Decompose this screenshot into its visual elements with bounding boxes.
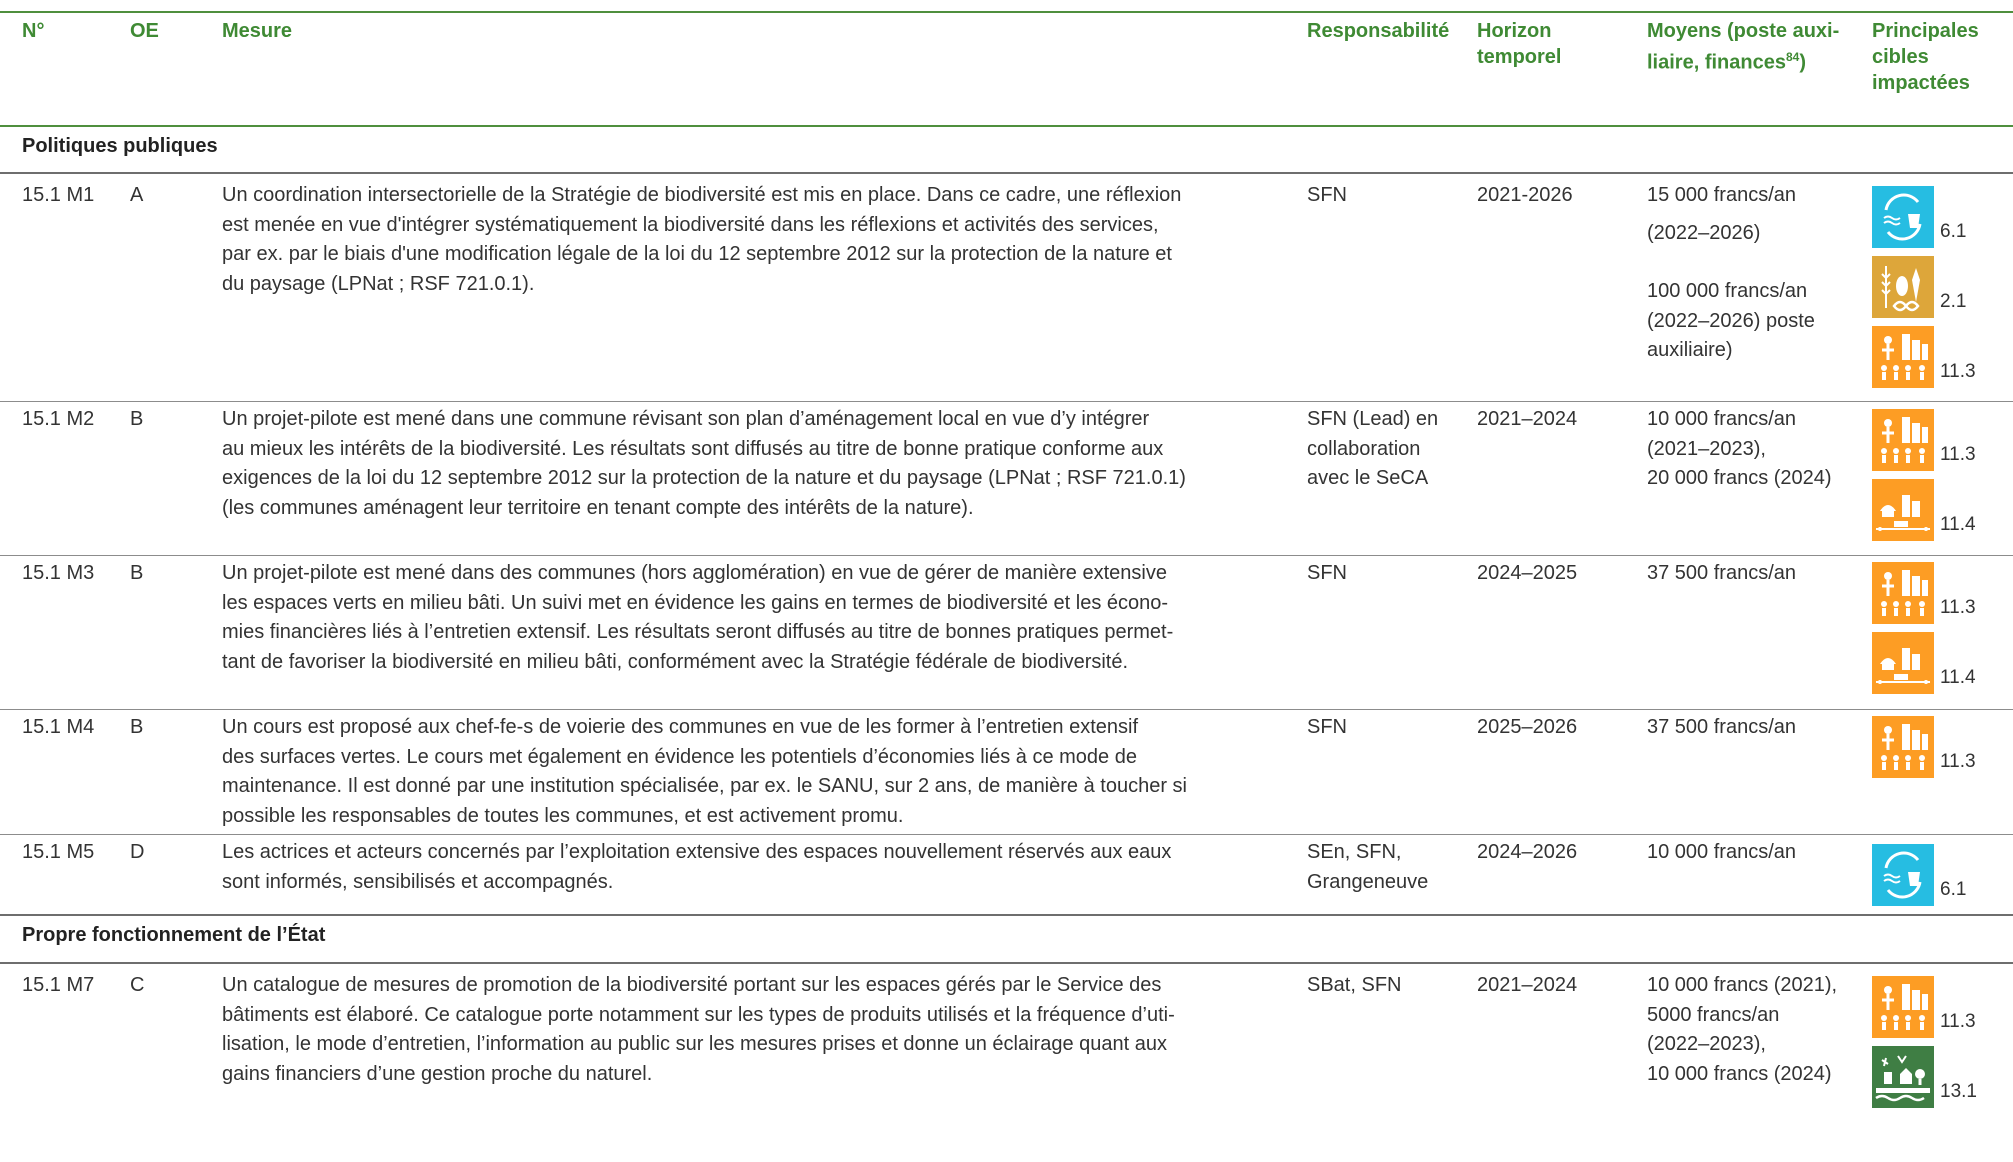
moyens-line: (2022–2026) poste bbox=[1647, 309, 1815, 332]
mesure-line: Un projet-pilote est mené dans une commune révisant son plan d’aménagement local en vue d’y intégrer bbox=[222, 408, 1150, 430]
cell-oe: B bbox=[130, 408, 144, 430]
sdg-target bbox=[1872, 844, 1967, 906]
mesure-line: sont informés, sensibilisés et accompagnés. bbox=[222, 870, 614, 893]
responsabilite-line: SFN bbox=[1307, 562, 1347, 584]
moyens-line: auxiliaire) bbox=[1647, 339, 1733, 361]
sdg-target bbox=[1872, 479, 1976, 541]
mesure-line: tant de favoriser la biodiversité en milieu bâti, conformément avec la Stratégie fédérale de biodiversité. bbox=[222, 650, 1129, 673]
header-no: N° bbox=[22, 20, 45, 42]
sdg-target-label: 11.4 bbox=[1940, 514, 1976, 535]
mesure-line: est menée en vue d'intégrer systématiquement la biodiversité dans les réflexions et activités des services, bbox=[222, 213, 1159, 236]
mesure-line: des surfaces vertes. Le cours met également en évidence les potentiels d’économies liés à ce mode de bbox=[222, 745, 1137, 768]
section-rule bbox=[0, 914, 2013, 916]
sdg13-climate-icon bbox=[1872, 1046, 1934, 1108]
responsabilite-line: SFN bbox=[1307, 716, 1347, 738]
sdg-target-label: 6.1 bbox=[1940, 221, 1967, 242]
moyens-line: (2021–2023), bbox=[1647, 437, 1766, 460]
cell-oe: D bbox=[130, 841, 145, 863]
sdg-target-label: 11.3 bbox=[1940, 751, 1976, 772]
row-rule bbox=[0, 834, 2013, 835]
cell-moyens bbox=[1647, 838, 1796, 868]
moyens-line: 10 000 francs/an bbox=[1647, 841, 1796, 863]
sdg11-city-icon bbox=[1872, 976, 1934, 1038]
sdg11-heritage-icon bbox=[1872, 632, 1934, 694]
responsabilite-line: SFN bbox=[1307, 184, 1347, 206]
sdg2-food-icon bbox=[1872, 256, 1934, 318]
moyens-line: 10 000 francs (2024) bbox=[1647, 1062, 1832, 1085]
cell-cibles bbox=[1872, 844, 1967, 914]
mesure-line: maintenance. Il est donné par une institution spécialisée, par ex. le SANU, sur 2 ans, de manière à toucher si bbox=[222, 775, 1187, 797]
row-rule bbox=[0, 401, 2013, 402]
mesure-line: Un catalogue de mesures de promotion de la biodiversité portant sur les espaces gérés par le Service des bbox=[222, 974, 1162, 996]
cell-no: 15.1 M2 bbox=[22, 408, 95, 430]
header-moyens-line1: Moyens (poste auxi- bbox=[1647, 20, 1840, 42]
cell-horizon: 2024–2026 bbox=[1477, 841, 1578, 863]
responsabilite-line: collaboration bbox=[1307, 437, 1421, 460]
mesure-line: les espaces verts en milieu bâti. Un suivi met en évidence les gains en termes de biodiversité et les écono- bbox=[222, 591, 1169, 614]
sdg-target-label: 6.1 bbox=[1940, 879, 1967, 900]
sdg-target bbox=[1872, 409, 1976, 471]
row-rule bbox=[0, 709, 2013, 710]
cell-no: 15.1 M5 bbox=[22, 841, 95, 863]
moyens-line: 37 500 francs/an bbox=[1647, 716, 1796, 738]
section-rule bbox=[0, 172, 2013, 174]
header-moyens bbox=[1647, 18, 1839, 76]
moyens-line: 100 000 francs/an bbox=[1647, 280, 1808, 302]
responsabilite-line: SEn, SFN, bbox=[1307, 841, 1402, 863]
footnote-ref: 84 bbox=[1785, 50, 1800, 64]
header-cibles-line2: cibles bbox=[1872, 46, 1929, 68]
sdg-target-label: 11.3 bbox=[1940, 361, 1976, 382]
mesure-line: Un projet-pilote est mené dans des communes (hors agglomération) en vue de gérer de manière extensive bbox=[222, 562, 1167, 584]
sdg-target bbox=[1872, 976, 1976, 1038]
moyens-blank bbox=[1647, 248, 1815, 277]
mesure-line: du paysage (LPNat ; RSF 721.0.1). bbox=[222, 272, 535, 295]
sdg-target bbox=[1872, 186, 1967, 248]
cell-oe: B bbox=[130, 716, 144, 738]
sdg11-heritage-icon bbox=[1872, 479, 1934, 541]
mesure-line: exigences de la loi du 12 septembre 2012 sur la protection de la nature et du paysage (LPNat ; RSF 721.0.1) bbox=[222, 467, 1186, 489]
responsabilite-line: SBat, SFN bbox=[1307, 974, 1402, 996]
cell-horizon: 2021-2026 bbox=[1477, 184, 1573, 206]
header-bottom-rule bbox=[0, 125, 2013, 127]
cell-moyens bbox=[1647, 181, 1815, 366]
header-cibles bbox=[1872, 18, 1979, 96]
cell-responsabilite bbox=[1307, 713, 1347, 743]
section-rule bbox=[0, 962, 2013, 964]
cell-moyens bbox=[1647, 971, 1837, 1089]
mesure-line: lisation, le mode d’entretien, l’information au public sur les mesures prises et donne un éclairage quant aux bbox=[222, 1033, 1167, 1055]
cell-no: 15.1 M3 bbox=[22, 562, 95, 584]
sdg6-water-icon bbox=[1872, 844, 1934, 906]
cell-moyens bbox=[1647, 713, 1796, 743]
sdg-target-label: 11.3 bbox=[1940, 444, 1976, 465]
mesure-line: par ex. par le biais d'une modification légale de la loi du 12 septembre 2012 sur la protection de la nature et bbox=[222, 243, 1172, 265]
cell-responsabilite bbox=[1307, 405, 1438, 494]
cell-mesure bbox=[222, 559, 1173, 677]
cell-cibles bbox=[1872, 409, 1976, 549]
section-title: Propre fonctionnement de l’État bbox=[22, 924, 326, 946]
cell-responsabilite bbox=[1307, 559, 1347, 589]
mesure-line: Un coordination intersectorielle de la Stratégie de biodiversité est mis en place. Dans ce cadre, une réflexion bbox=[222, 184, 1182, 206]
moyens-line: 10 000 francs (2021), bbox=[1647, 974, 1838, 996]
header-moyens-close: ) bbox=[1799, 51, 1806, 74]
cell-responsabilite bbox=[1307, 181, 1347, 211]
header-moyens-line2 bbox=[1647, 44, 1839, 76]
sdg-target bbox=[1872, 1046, 1977, 1108]
cell-cibles bbox=[1872, 562, 1976, 702]
sdg11-city-icon bbox=[1872, 716, 1934, 778]
cell-cibles bbox=[1872, 716, 1976, 786]
section-title: Politiques publiques bbox=[22, 135, 218, 157]
cell-horizon: 2025–2026 bbox=[1477, 716, 1578, 738]
responsabilite-line: Grangeneuve bbox=[1307, 870, 1429, 893]
cell-oe: B bbox=[130, 562, 144, 584]
header-moyens-line2-text: liaire, finances bbox=[1647, 51, 1786, 74]
moyens-line: 5000 francs/an bbox=[1647, 1003, 1780, 1026]
sdg-target bbox=[1872, 256, 1967, 318]
header-oe: OE bbox=[130, 20, 159, 42]
cell-responsabilite bbox=[1307, 838, 1428, 897]
moyens-line: (2022–2026) bbox=[1647, 221, 1761, 244]
header-mesure: Mesure bbox=[222, 20, 293, 42]
sdg-target bbox=[1872, 632, 1976, 694]
cell-mesure bbox=[222, 405, 1186, 523]
cell-responsabilite bbox=[1307, 971, 1401, 1001]
table-top-rule bbox=[0, 11, 2013, 13]
sdg-target bbox=[1872, 562, 1976, 624]
sdg-target-label: 13.1 bbox=[1940, 1081, 1977, 1102]
cell-cibles bbox=[1872, 976, 1977, 1116]
cell-horizon: 2024–2025 bbox=[1477, 562, 1578, 584]
responsabilite-line: SFN (Lead) en bbox=[1307, 408, 1439, 430]
cell-no: 15.1 M4 bbox=[22, 716, 95, 738]
cell-no: 15.1 M7 bbox=[22, 974, 95, 996]
sdg6-water-icon bbox=[1872, 186, 1934, 248]
cell-cibles bbox=[1872, 186, 1976, 396]
moyens-line: 10 000 francs/an bbox=[1647, 408, 1796, 430]
mesure-line: (les communes aménagent leur territoire en tenant compte des intérêts de la nature). bbox=[222, 496, 974, 519]
cell-mesure bbox=[222, 181, 1181, 299]
header-horizon bbox=[1477, 18, 1561, 70]
moyens-line: 20 000 francs (2024) bbox=[1647, 467, 1832, 489]
mesure-line: bâtiments est élaboré. Ce catalogue porte notamment sur les types de produits utilisés et la fréquence d’uti- bbox=[222, 1003, 1175, 1026]
header-cibles-line1: Principales bbox=[1872, 20, 1979, 42]
mesure-line: possible les responsables de toutes les communes, et est activement promu. bbox=[222, 804, 904, 827]
responsabilite-line: avec le SeCA bbox=[1307, 467, 1429, 489]
header-horizon-line1: Horizon bbox=[1477, 20, 1552, 42]
mesure-line: mies financières liés à l’entretien extensif. Les résultats seront diffusés au titre de bonnes pratiques permet- bbox=[222, 621, 1174, 643]
sdg-target bbox=[1872, 326, 1976, 388]
mesure-line: Les actrices et acteurs concernés par l’exploitation extensive des espaces nouvellement réservés aux eaux bbox=[222, 841, 1172, 863]
cell-oe: A bbox=[130, 184, 144, 206]
cell-horizon: 2021–2024 bbox=[1477, 974, 1578, 996]
cell-mesure bbox=[222, 838, 1171, 897]
sdg-target-label: 11.3 bbox=[1940, 1011, 1976, 1032]
mesure-line: au mieux les intérêts de la biodiversité. Les résultats sont diffusés au titre de bonne pratique conforme aux bbox=[222, 437, 1164, 460]
header-horizon-line2: temporel bbox=[1477, 46, 1562, 68]
cell-mesure bbox=[222, 713, 1187, 831]
cell-oe: C bbox=[130, 974, 145, 996]
sdg11-city-icon bbox=[1872, 409, 1934, 471]
sdg11-city-icon bbox=[1872, 326, 1934, 388]
moyens-line: (2022–2023), bbox=[1647, 1033, 1766, 1055]
sdg-target-label: 2.1 bbox=[1940, 291, 1967, 312]
header-responsabilite: Responsabilité bbox=[1307, 20, 1450, 42]
sdg-target-label: 11.3 bbox=[1940, 597, 1976, 618]
cell-mesure bbox=[222, 971, 1175, 1089]
header-cibles-line3: impactées bbox=[1872, 72, 1970, 94]
cell-moyens bbox=[1647, 405, 1832, 494]
moyens-line: 37 500 francs/an bbox=[1647, 562, 1796, 584]
mesure-line: Un cours est proposé aux chef-fe-s de voierie des communes en vue de les former à l’entretien extensif bbox=[222, 716, 1139, 738]
mesure-line: gains financiers d’une gestion proche du naturel. bbox=[222, 1062, 653, 1085]
cell-moyens bbox=[1647, 559, 1796, 589]
sdg11-city-icon bbox=[1872, 562, 1934, 624]
moyens-line: 15 000 francs/an bbox=[1647, 184, 1796, 206]
row-rule bbox=[0, 555, 2013, 556]
sdg-target-label: 11.4 bbox=[1940, 667, 1976, 688]
sdg-target bbox=[1872, 716, 1976, 778]
cell-no: 15.1 M1 bbox=[22, 184, 95, 206]
cell-horizon: 2021–2024 bbox=[1477, 408, 1578, 430]
